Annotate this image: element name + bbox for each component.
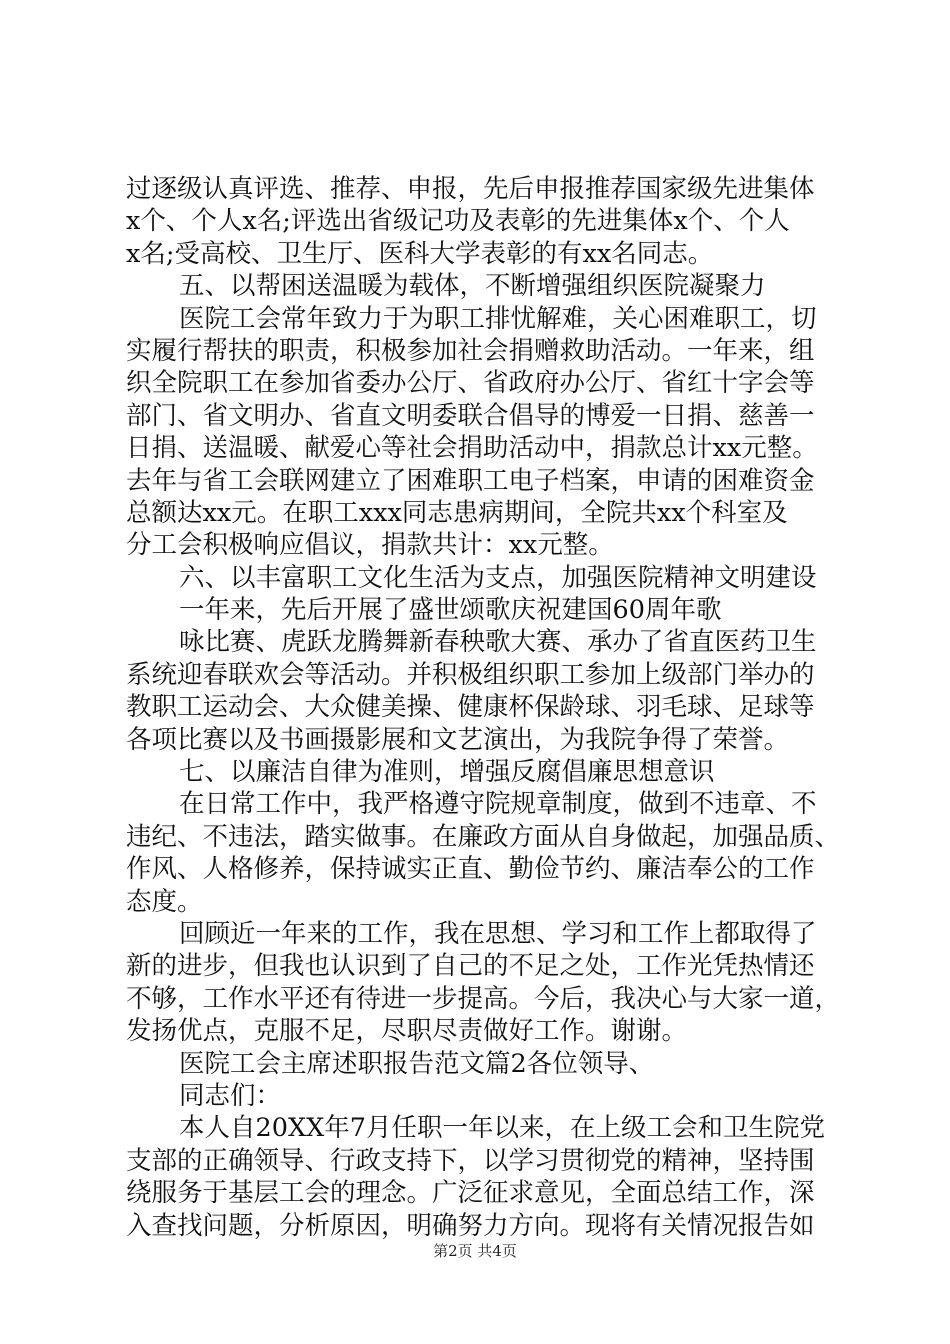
text-line: 各项比赛以及书画摄影展和文艺演出，为我院争得了荣誉。: [126, 724, 790, 755]
text-line: 咏比赛、虎跃龙腾舞新春秧歌大赛、承办了省直医药卫生: [179, 627, 817, 658]
text-line: 五、以帮困送温暖为载体，不断增强组织医院凝聚力: [179, 271, 766, 302]
text-line: 不够，工作水平还有待进一步提高。今后，我决心与大家一道，: [126, 983, 841, 1014]
text-line: 实履行帮扶的职责，积极参加社会捐赠救助活动。一年来，组: [126, 335, 815, 366]
text-line: 回顾近一年来的工作，我在思想、学习和工作上都取得了: [179, 918, 817, 949]
text-line: 违纪、不违法，踏实做事。在廉政方面从自身做起，加强品质、: [126, 821, 841, 852]
text-line: 分工会积极响应倡议，捐款共计：xx元整。: [126, 530, 614, 561]
text-line: 新的进步，但我也认识到了自己的不足之处，工作光凭热情还: [126, 951, 815, 982]
text-line: 在日常工作中，我严格遵守院规章制度，做到不违章、不: [179, 789, 817, 820]
text-line: 入查找问题，分析原因，明确努力方向。现将有关情况报告如: [126, 1210, 815, 1241]
text-line: 过逐级认真评选、推荐、申报，先后申报推荐国家级先进集体: [126, 174, 815, 204]
document-body: [126, 173, 841, 1242]
text-line: 去年与省工会联网建立了困难职工电子档案，申请的困难资金: [126, 465, 815, 496]
text-line: x名;受高校、卫生厅、医科大学表彰的有xx名同志。: [126, 238, 714, 269]
text-line: 总额达xx元。在职工xxx同志患病期间，全院共xx个科室及: [126, 497, 788, 528]
text-line: 态度。: [126, 886, 203, 917]
text-line: 绕服务于基层工会的理念。广泛征求意见，全面总结工作，深: [126, 1178, 815, 1209]
text-line: 医院工会主席述职报告范文篇2各位领导、: [179, 1048, 655, 1079]
text-line: 医院工会常年致力于为职工排忧解难，关心困难职工，切: [179, 303, 817, 334]
text-line: x个、个人x名;评选出省级记功及表彰的先进集体x个、个人: [126, 206, 790, 237]
text-line: 一年来，先后开展了盛世颂歌庆祝建国60周年歌: [179, 595, 722, 626]
text-line: 七、以廉洁自律为准则，增强反腐倡廉思想意识: [179, 757, 715, 788]
text-line: 作风、人格修养，保持诚实正直、勤俭节约、廉洁奉公的工作: [126, 854, 815, 885]
text-line: 织全院职工在参加省委办公厅、省政府办公厅、省红十字会等: [126, 368, 815, 399]
text-line: 发扬优点，克服不足，尽职尽责做好工作。谢谢。: [126, 1016, 688, 1047]
text-line: 本人自20XX年7月任职一年以来，在上级工会和卫生院党: [179, 1113, 825, 1144]
text-line: 支部的正确领导、行政支持下，以学习贯彻党的精神，坚持围: [126, 1145, 815, 1176]
text-line: 同志们：: [179, 1080, 282, 1111]
page-number-footer: 第2页 共4页: [433, 1242, 517, 1260]
text-line: 教职工运动会、大众健美操、健康杯保龄球、羽毛球、足球等: [126, 692, 815, 723]
text-line: 日捐、送温暖、献爱心等社会捐助活动中，捐款总计xx元整。: [126, 433, 818, 464]
text-line: 六、以丰富职工文化生活为支点，加强医院精神文明建设: [179, 562, 817, 593]
text-line: 系统迎春联欢会等活动。并积极组织职工参加上级部门举办的: [126, 659, 815, 690]
text-line: 部门、省文明办、省直文明委联合倡导的博爱一日捐、慈善一: [126, 400, 815, 431]
